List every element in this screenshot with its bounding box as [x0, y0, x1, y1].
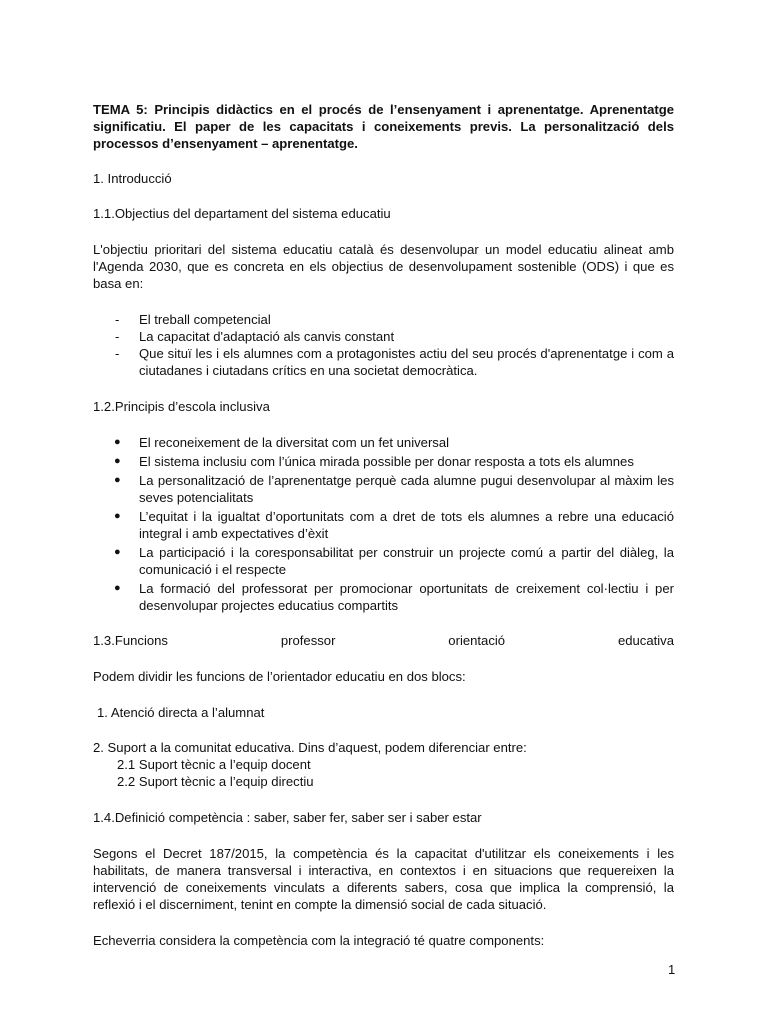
block-1-label: 1. Atenció directa a l’alumnat	[97, 705, 265, 720]
section-1-4-paragraph: Segons el Decret 187/2015, la competència és la capacitat d'utilitzar els coneixements i les habilitats, de manera transversal i interactiva, en contextos i en situacions que requereixen la intervenció de coneixements vinculats a diferents sabers, cosa que implica la comprensió, la reflexió i el discerniment, tenint en compte la dimensió social de cada situació.	[93, 846, 674, 912]
bullet-icon: ●	[114, 474, 121, 486]
list-item-text: L’equitat i la igualtat d’oportunitats com a dret de tots els alumnes a rebre una educació integral i amb expectatives d’èxit	[139, 509, 674, 541]
section-heading-1-4: 1.4.Definició competència : saber, saber fer, saber ser i saber estar	[93, 810, 482, 825]
section-1-1-paragraph: L'objectiu prioritari del sistema educatiu català és desenvolupar un model educatiu alineat amb l'Agenda 2030, que es concreta en els objectius de desenvolupament sostenible (ODS) i que es basa en:	[93, 242, 674, 291]
section-1-4-closing: Echeverria considera la competència com la integració té quatre components:	[93, 933, 545, 948]
bullet-icon: ●	[114, 582, 121, 594]
list-item-text: El sistema inclusiu com l’única mirada possible per donar resposta a tots els alumnes	[139, 454, 634, 469]
section-1-1-list	[93, 311, 674, 379]
heading-word: 1.3.Funcions	[93, 633, 168, 648]
block-2-group	[93, 739, 674, 790]
section-heading-introduction: 1. Introducció	[93, 171, 172, 186]
dash-marker: -	[115, 312, 120, 327]
list-item	[93, 328, 674, 345]
document-page	[93, 101, 674, 949]
list-item-text: El treball competencial	[139, 312, 271, 327]
list-item-text: La formació del professorat per promocionar oportunitats de creixement col·lectiu i per desenvolupar projectes educatius compartits	[139, 581, 674, 613]
list-item-text: Que situï les i els alumnes com a protagonistes actiu del seu procés d'aprenentatge i com a ciutadanes i ciutadans crítics en una societat democràtica.	[139, 346, 674, 378]
section-1-2-list	[93, 434, 674, 614]
sub-item: 2.1 Suport tècnic a l’equip docent	[117, 757, 311, 772]
bullet-icon: ●	[114, 436, 121, 448]
list-item	[93, 311, 674, 328]
section-heading-1-2: 1.2.Principis d’escola inclusiva	[93, 399, 270, 414]
list-item	[93, 544, 674, 578]
list-item	[93, 580, 674, 614]
list-item	[93, 508, 674, 542]
list-item	[93, 345, 674, 379]
bullet-icon: ●	[114, 546, 121, 558]
section-heading-1-1: 1.1.Objectius del departament del sistema educatiu	[93, 206, 391, 221]
dash-marker: -	[115, 329, 120, 344]
heading-word: professor	[280, 633, 336, 648]
list-item	[93, 453, 674, 470]
list-item-text: La participació i la coresponsabilitat per construir un projecte comú a partir del diàleg, la comunicació i el respecte	[139, 545, 674, 577]
page-number: 1	[668, 962, 676, 977]
document-title: TEMA 5: Principis didàctics en el procés de l’ensenyament i aprenentatge. Aprenentatge significatiu. El paper de les capacitats i coneixements previs. La personalització dels processos d’ensenyament – aprenentatge.	[93, 102, 674, 151]
sub-item: 2.2 Suport tècnic a l’equip directiu	[117, 774, 314, 789]
list-item-text: La personalització de l’aprenentatge perquè cada alumne pugui desenvolupar al màxim les seves potencialitats	[139, 473, 674, 505]
block-2-label: 2. Suport a la comunitat educativa. Dins d’aquest, podem diferenciar entre:	[93, 740, 527, 755]
bullet-icon: ●	[114, 510, 121, 522]
heading-word: educativa	[617, 633, 674, 648]
list-item-text: El reconeixement de la diversitat com un fet universal	[139, 435, 450, 450]
dash-marker: -	[115, 346, 120, 361]
section-heading-1-3	[93, 632, 674, 649]
list-item	[93, 472, 674, 506]
list-item	[93, 434, 674, 451]
bullet-icon: ●	[114, 455, 121, 467]
list-item-text: La capacitat d'adaptació als canvis constant	[139, 329, 395, 344]
heading-word: orientació	[448, 633, 506, 648]
section-1-3-intro: Podem dividir les funcions de l’orientador educatiu en dos blocs:	[93, 669, 466, 684]
